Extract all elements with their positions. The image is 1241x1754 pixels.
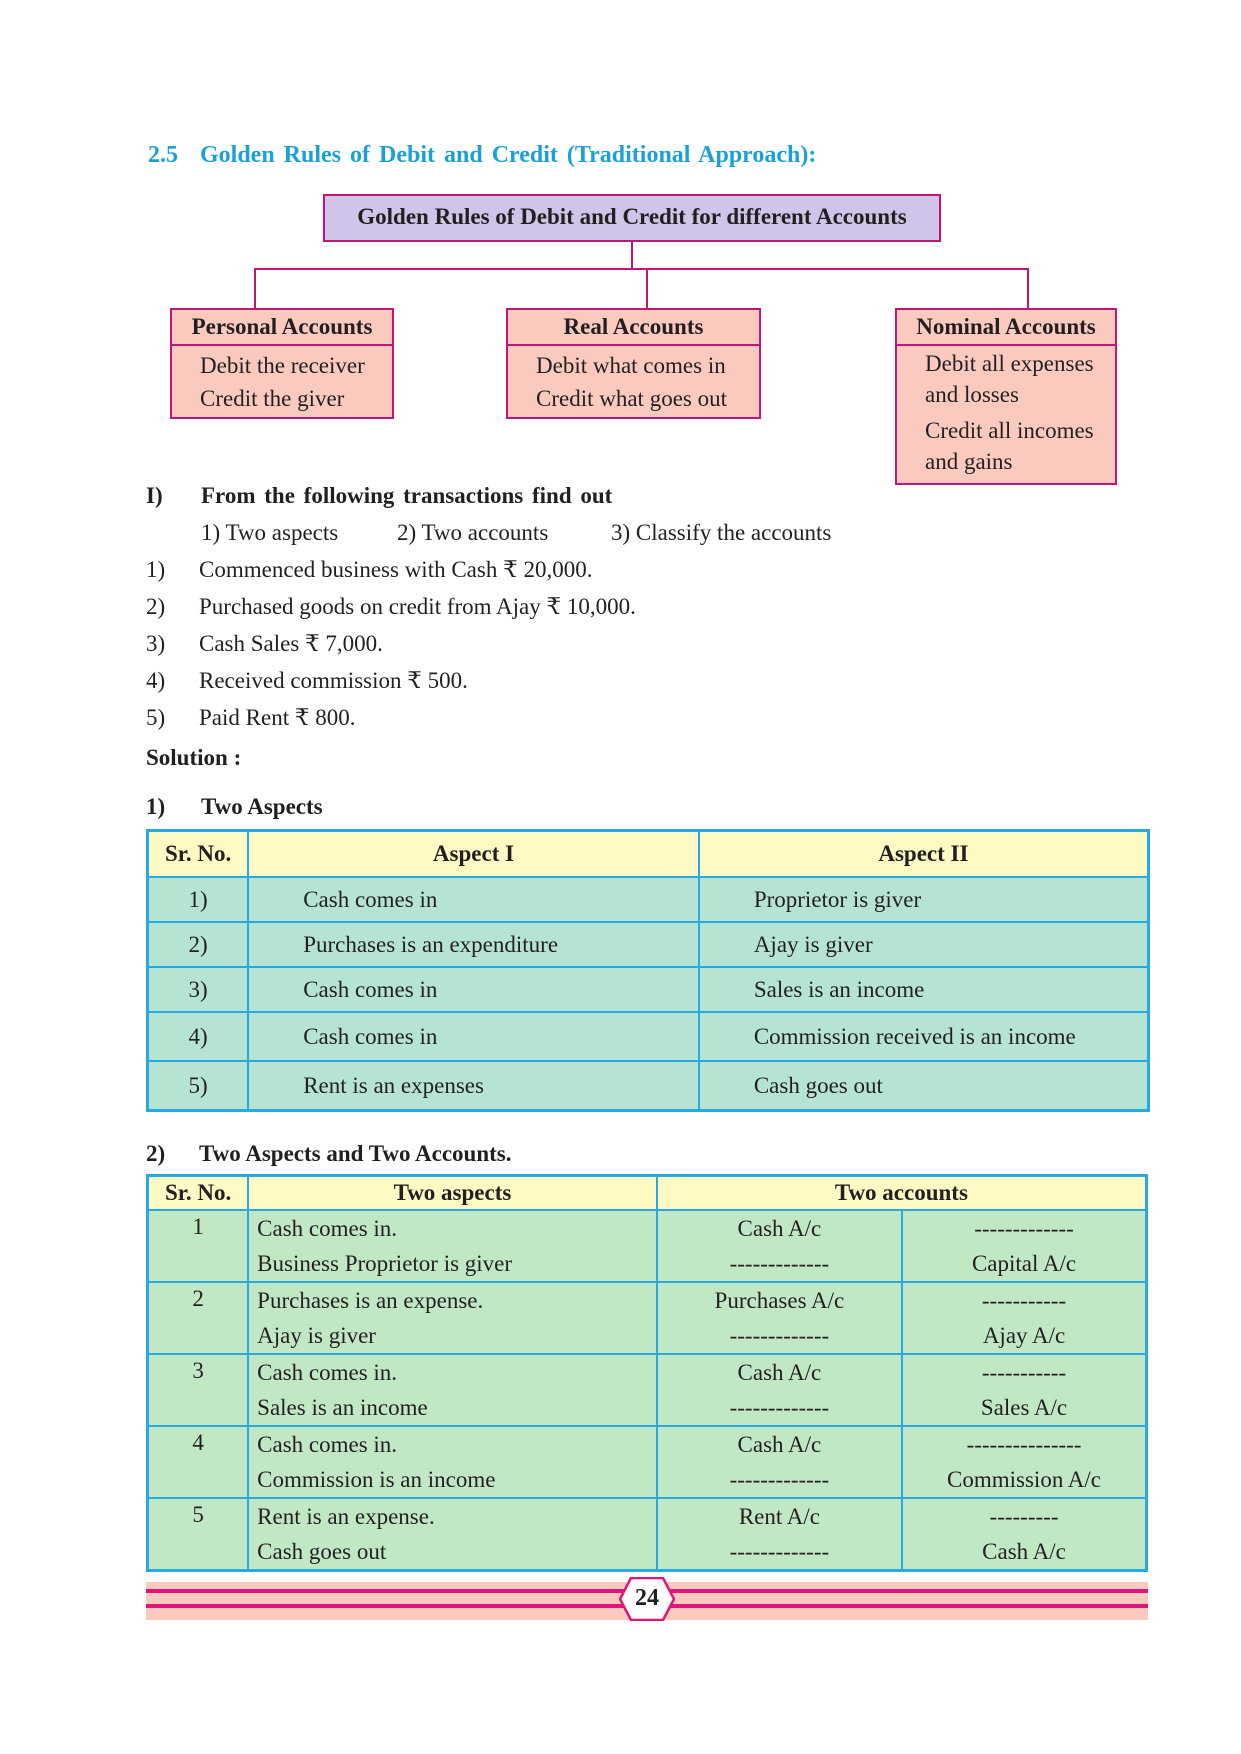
cell-aspect-2: Proprietor is giver [699, 877, 1149, 922]
cell-aspect: Cash comes in. [248, 1354, 657, 1390]
section-title: Golden Rules of Debit and Credit (Traditional Approach): [200, 142, 817, 168]
cell-sr-no: 3) [148, 967, 249, 1012]
section-number: 2.5 [148, 142, 178, 168]
connector-vertical-root [631, 242, 633, 270]
table-row [148, 1462, 1147, 1498]
question-title: From the following transactions find out [201, 483, 613, 508]
cell-aspect-1: Cash comes in [248, 1012, 699, 1061]
question-number: I) [146, 483, 163, 508]
table-row [148, 1390, 1147, 1426]
connector-personal [254, 268, 256, 308]
cell-aspect: Cash comes in. [248, 1426, 657, 1462]
cell-credit-account: --------- [902, 1498, 1146, 1534]
part1-number: 1) [146, 794, 166, 819]
cell-aspect: Commission is an income [248, 1462, 657, 1498]
cell-credit-account: Ajay A/c [902, 1318, 1146, 1354]
cell-sr-no: 5) [148, 1061, 249, 1111]
page-number: 24 [635, 1585, 659, 1611]
task-3: 3) Classify the accounts [611, 520, 832, 545]
table-row [148, 877, 1149, 922]
transaction-number: 5) [146, 705, 166, 730]
solution-label: Solution : [146, 745, 242, 770]
cell-debit-account: ------------- [657, 1462, 902, 1498]
cell-aspect-1: Purchases is an expenditure [248, 922, 699, 967]
nominal-rule-credit: Credit all incomes and gains [925, 418, 1094, 474]
part2-number: 2) [146, 1141, 166, 1166]
cell-sr-no: 1) [148, 877, 249, 922]
cell-aspect: Cash goes out [248, 1534, 657, 1571]
cell-credit-account: Sales A/c [902, 1390, 1146, 1426]
cell-aspect-2: Sales is an income [699, 967, 1149, 1012]
cell-aspect-1: Cash comes in [248, 967, 699, 1012]
header-aspect-1: Aspect I [248, 831, 699, 878]
cell-credit-account: Capital A/c [902, 1246, 1146, 1282]
transaction-number: 1) [146, 557, 166, 582]
table-row [148, 1282, 1147, 1318]
real-accounts-box [506, 308, 761, 419]
transaction-text: Commenced business with Cash ₹ 20,000. [199, 557, 593, 582]
cell-aspect: Purchases is an expense. [248, 1282, 657, 1318]
task-2: 2) Two accounts [397, 520, 549, 545]
real-accounts-heading: Real Accounts [508, 310, 759, 346]
cell-sr-no: 3 [148, 1354, 249, 1426]
header-two-accounts: Two accounts [657, 1176, 1147, 1211]
table-row [148, 1426, 1147, 1462]
table-row [148, 1318, 1147, 1354]
nominal-accounts-heading: Nominal Accounts [897, 310, 1115, 346]
cell-debit-account: Rent A/c [657, 1498, 902, 1534]
cell-debit-account: ------------- [657, 1534, 902, 1571]
table-row [148, 1210, 1147, 1246]
connector-real [646, 268, 648, 308]
real-rule-debit: Debit what comes in [536, 353, 726, 378]
cell-sr-no: 2 [148, 1282, 249, 1354]
cell-aspect-1: Cash comes in [248, 877, 699, 922]
transaction-number: 2) [146, 594, 166, 619]
table-header-row [148, 1176, 1147, 1211]
personal-accounts-box [170, 308, 394, 419]
cell-credit-account: --------------- [902, 1426, 1146, 1462]
two-aspects-table [146, 829, 1150, 1112]
cell-aspect: Ajay is giver [248, 1318, 657, 1354]
cell-credit-account: Cash A/c [902, 1534, 1146, 1571]
table-header-row [148, 831, 1149, 878]
table-row [148, 1012, 1149, 1061]
table-row [148, 1246, 1147, 1282]
header-sr-no: Sr. No. [148, 1176, 249, 1211]
cell-debit-account: ------------- [657, 1246, 902, 1282]
cell-debit-account: ------------- [657, 1390, 902, 1426]
cell-sr-no: 2) [148, 922, 249, 967]
cell-debit-account: ------------- [657, 1318, 902, 1354]
cell-credit-account: Commission A/c [902, 1462, 1146, 1498]
transaction-number: 3) [146, 631, 166, 656]
cell-aspect: Cash comes in. [248, 1210, 657, 1246]
table-row [148, 922, 1149, 967]
transaction-text: Received commission ₹ 500. [199, 668, 468, 693]
section-heading [148, 142, 816, 169]
transaction-number: 4) [146, 668, 166, 693]
connector-horizontal [254, 268, 1029, 270]
cell-aspect-1: Rent is an expenses [248, 1061, 699, 1111]
cell-aspect: Rent is an expense. [248, 1498, 657, 1534]
cell-sr-no: 4 [148, 1426, 249, 1498]
cell-aspect-2: Commission received is an income [699, 1012, 1149, 1061]
table-row [148, 1534, 1147, 1571]
header-two-aspects: Two aspects [248, 1176, 657, 1211]
table-row [148, 1061, 1149, 1111]
table-row [148, 1354, 1147, 1390]
nominal-accounts-box [895, 308, 1117, 485]
transaction-text: Paid Rent ₹ 800. [199, 705, 356, 730]
header-aspect-2: Aspect II [699, 831, 1149, 878]
cell-credit-account: ----------- [902, 1354, 1146, 1390]
cell-aspect-2: Cash goes out [699, 1061, 1149, 1111]
personal-rule-credit: Credit the giver [200, 386, 345, 411]
cell-credit-account: ----------- [902, 1282, 1146, 1318]
cell-debit-account: Cash A/c [657, 1210, 902, 1246]
cell-aspect: Business Proprietor is giver [248, 1246, 657, 1282]
connector-nominal [1027, 268, 1029, 308]
cell-debit-account: Purchases A/c [657, 1282, 902, 1318]
header-sr-no: Sr. No. [148, 831, 249, 878]
cell-credit-account: ------------- [902, 1210, 1146, 1246]
cell-sr-no: 1 [148, 1210, 249, 1282]
two-accounts-table [146, 1174, 1148, 1572]
part1-title: Two Aspects [201, 794, 323, 819]
cell-aspect-2: Ajay is giver [699, 922, 1149, 967]
cell-aspect: Sales is an income [248, 1390, 657, 1426]
real-rule-credit: Credit what goes out [536, 386, 727, 411]
table-row [148, 1498, 1147, 1534]
chart-root-box: Golden Rules of Debit and Credit for different Accounts [323, 194, 941, 242]
table-row [148, 967, 1149, 1012]
nominal-rule-debit: Debit all expenses and losses [925, 351, 1094, 407]
task-1: 1) Two aspects [201, 520, 339, 545]
cell-sr-no: 5 [148, 1498, 249, 1571]
personal-rule-debit: Debit the receiver [200, 353, 365, 378]
cell-sr-no: 4) [148, 1012, 249, 1061]
part2-title: Two Aspects and Two Accounts. [199, 1141, 512, 1166]
transaction-text: Cash Sales ₹ 7,000. [199, 631, 383, 656]
cell-debit-account: Cash A/c [657, 1426, 902, 1462]
transaction-text: Purchased goods on credit from Ajay ₹ 10,000. [199, 594, 636, 619]
personal-accounts-heading: Personal Accounts [172, 310, 392, 346]
cell-debit-account: Cash A/c [657, 1354, 902, 1390]
